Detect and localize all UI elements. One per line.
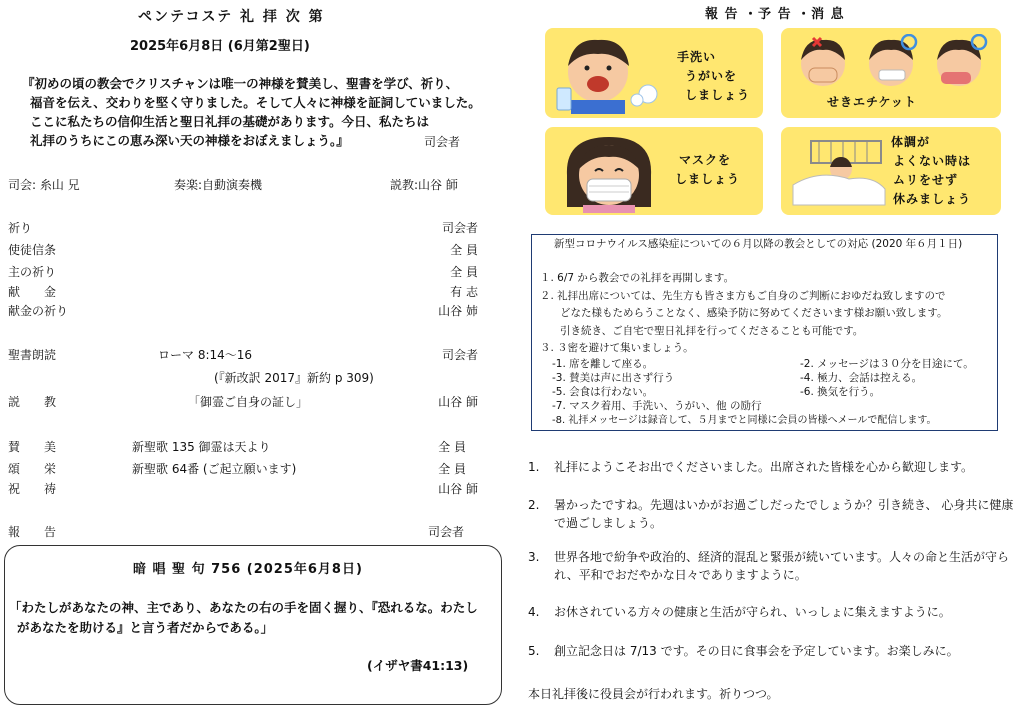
memory-verse-title: 暗 唱 聖 句 756 (2025年6月8日)	[133, 562, 363, 577]
order-row	[8, 369, 478, 387]
service-date: 2025年6月8日 (6月第2聖日)	[130, 39, 310, 54]
order-item: 頌 栄	[8, 462, 57, 476]
order-person: 全 員	[438, 462, 466, 476]
intro-line: ここに私たちの信仰生活と聖日礼拝の基礎があります。今日、私たちは	[30, 114, 430, 129]
staff-sermon: 説教:山谷 師	[390, 178, 458, 192]
order-item: 使徒信条	[8, 243, 57, 257]
sick-rest-panel	[781, 127, 1001, 215]
order-row	[8, 263, 478, 281]
panel-caption: 休みましょう	[893, 192, 972, 206]
order-person: 山谷 師	[438, 395, 478, 409]
mask-illustration-icon	[559, 131, 659, 213]
memory-verse-line: 「わたしがあなたの神、主であり、あなたの右の手を固く握り、『恐れるな。わたし	[9, 600, 478, 615]
order-person: 山谷 姉	[438, 304, 478, 318]
order-person: 山谷 師	[438, 482, 478, 496]
order-detail: ローマ 8:14～16	[158, 348, 253, 362]
covid-policy-line: １. 6/7 から教会での礼拝を再開します。	[540, 272, 735, 284]
order-row	[8, 219, 478, 237]
order-item: 祝 祷	[8, 482, 57, 496]
covid-rule-item: -2. メッセージは３０分を目途にて。	[800, 358, 974, 370]
intro-line: 『初めの頃の教会でクリスチャンは唯一の神様を賛美し、聖書を学び、祈り、	[22, 76, 459, 91]
staff-music: 奏楽:自動演奏機	[174, 178, 263, 192]
covid-policy-heading: 新型コロナウイルス感染症についての６月以降の教会としての対応 (2020 年６月１日)	[554, 238, 963, 250]
order-row	[8, 523, 478, 541]
order-row	[8, 393, 478, 411]
covid-policy-line: ３. ３密を避けて集いましょう。	[540, 342, 694, 354]
announcement-item	[528, 458, 1018, 478]
order-detail: 「御霊ご自身の証し」	[188, 395, 309, 409]
announcements-title: 報 告 ・予 告 ・消 息	[705, 7, 845, 22]
order-row	[8, 302, 478, 320]
panel-caption: ムリをせず	[893, 173, 959, 187]
page-title: ペンテコステ 礼 拝 次 第	[138, 9, 325, 25]
order-person: 全 員	[450, 265, 478, 279]
order-person: 有 志	[450, 285, 478, 299]
panel-caption: 体調が	[891, 135, 931, 149]
order-row	[8, 283, 478, 301]
order-person: 司会者	[441, 348, 478, 362]
order-person: 全 員	[438, 440, 466, 454]
announcement-number: 4.	[528, 605, 540, 619]
covid-policy-line: ２. 礼拝出席については、先生方も皆さま方もご自身のご判断におゆだね致しますので	[540, 290, 946, 302]
handwashing-panel	[545, 28, 763, 118]
panel-caption: マスクを	[679, 153, 732, 167]
order-item: 主の祈り	[8, 265, 57, 279]
order-person: 全 員	[450, 243, 478, 257]
closing-note: 本日礼拝後に役員会が行われます。祈りつつ。	[528, 687, 779, 701]
cough-etiquette-panel	[781, 28, 1001, 118]
memory-verse-ref: (イザヤ書41:13)	[367, 658, 469, 673]
order-row	[8, 480, 478, 498]
announcement-number: 1.	[528, 460, 540, 474]
covid-rule-item: -5. 会食は行わない。	[552, 386, 654, 398]
covid-rule-item: -1. 席を離して座る。	[552, 358, 654, 370]
order-detail: 新聖歌 64番 (ご起立願います)	[132, 462, 297, 476]
cough-etiquette-illustration-icon	[791, 34, 991, 92]
panel-caption: しましょう	[675, 172, 741, 186]
order-item: 祈り	[8, 221, 33, 235]
announcement-text: 暑かったですね。先週はいかがお過ごしだったでしょうか？引き続き、 心身共に健康で過ごしましょう。	[554, 498, 1014, 530]
order-row	[8, 460, 478, 478]
announcement-number: 3.	[528, 550, 540, 564]
intro-line: 福音を伝え、交わりを堅く守りました。そして人々に神様を証詞していました。	[30, 95, 481, 110]
covid-rule-item: -6. 換気を行う。	[800, 386, 881, 398]
order-item: 献金の祈り	[8, 304, 69, 318]
sick-in-bed-illustration-icon	[789, 139, 889, 211]
memory-verse-box	[4, 545, 502, 705]
covid-policy-line: どなた様もためらうことなく、感染予防に努めてくださいます様お願い致します。	[560, 307, 948, 319]
announcement-item	[528, 603, 1018, 623]
panel-caption: 手洗い	[677, 50, 717, 64]
order-item: 説 教	[8, 395, 57, 409]
intro-line: 礼拝のうちにこの恵み深い天の神様をおぼえましょう。』	[30, 133, 349, 148]
mask-panel	[545, 127, 763, 215]
announcement-text: お休されている方々の健康と生活が守られ、いっしょに集えますように。	[554, 605, 951, 619]
order-row	[8, 241, 478, 259]
panel-caption: よくない時は	[893, 154, 972, 168]
announcement-item	[528, 642, 1018, 662]
memory-verse-line: があなたを助ける』と言う者だからである。」	[17, 620, 274, 635]
covid-rule-item: -7. マスク着用、手洗い、うがい、他 の励行	[552, 400, 762, 412]
announcement-text: 創立記念日は 7/13 です。その日に食事会を予定しています。お楽しみに。	[554, 644, 959, 658]
handwashing-illustration-icon	[553, 34, 663, 114]
announcement-text: 礼拝にようこそお出でくださいました。出席された皆様を心から歓迎します。	[554, 460, 974, 474]
order-detail: 新聖歌 135 御霊は天より	[132, 440, 271, 454]
order-person: 司会者	[441, 221, 478, 235]
covid-rule-item: -3. 賛美は声に出さず行う	[552, 372, 675, 384]
panel-caption: しましょう	[685, 88, 751, 102]
order-item: 賛 美	[8, 440, 57, 454]
order-item: 献 金	[8, 285, 57, 299]
covid-rule-item: -4. 極力、会話は控える。	[800, 372, 923, 384]
order-person: 司会者	[427, 525, 464, 539]
announcement-number: 5.	[528, 644, 540, 658]
announcement-item	[528, 548, 1018, 588]
order-item: 聖書朗読	[8, 348, 57, 362]
intro-role: 司会者	[424, 135, 461, 149]
covid-policy-box	[531, 234, 998, 431]
order-row	[8, 438, 478, 456]
covid-rule-item: -8. 礼拝メッセージは録音して、５月までと同様に会員の皆様へメールで配信します。	[552, 415, 937, 426]
announcement-number: 2.	[528, 498, 540, 512]
panel-caption: せきエチケット	[827, 95, 917, 109]
announcement-item	[528, 496, 1018, 536]
order-item: 報 告	[8, 525, 57, 539]
panel-caption: うがいを	[685, 69, 738, 83]
order-detail: (『新改訳 2017』新約 p 309)	[214, 371, 374, 385]
covid-policy-line: 引き続き、ご自宅で聖日礼拝を行ってくださることも可能です。	[560, 325, 864, 337]
order-row	[8, 346, 478, 364]
announcement-text: 世界各地で紛争や政治的、経済的混乱と緊張が続いています。人々の命と生活が守られ、平和でおだやかな日々でありますように。	[554, 550, 1010, 582]
staff-mc: 司会: 糸山 兄	[8, 178, 80, 192]
